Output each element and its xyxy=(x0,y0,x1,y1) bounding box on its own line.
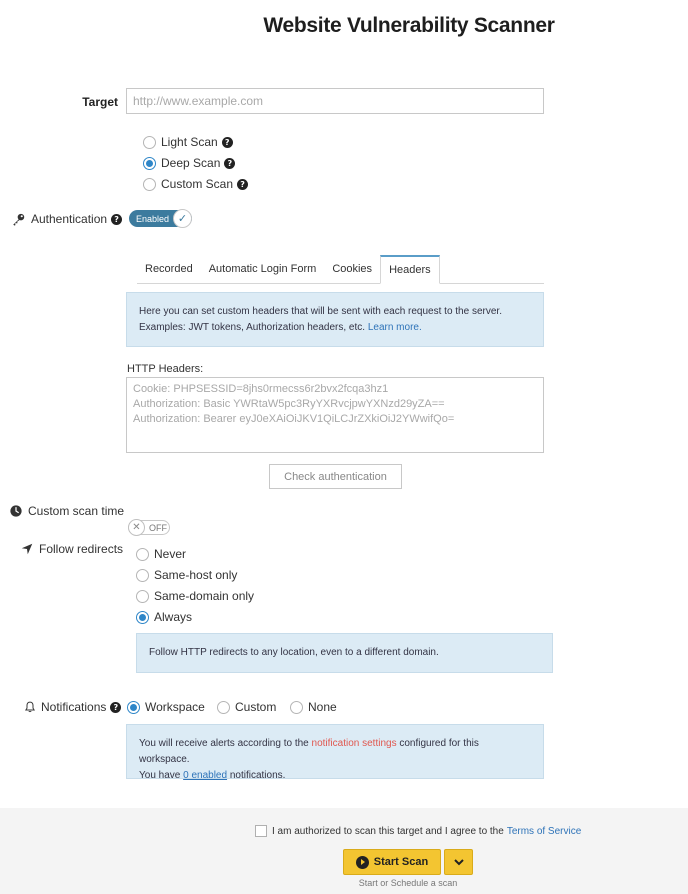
custom-scan-time-label: Custom scan time xyxy=(28,504,125,518)
terms-text: I am authorized to scan this target and I agree to the xyxy=(272,825,504,837)
scan-type-label: Deep Scan xyxy=(161,156,221,170)
tab-recorded[interactable]: Recorded xyxy=(145,263,193,275)
scan-type-deep[interactable] xyxy=(143,154,235,172)
redirect-option-label: Never xyxy=(154,547,187,561)
redirect-option-label: Same-domain only xyxy=(154,589,255,603)
location-arrow-icon xyxy=(21,543,33,555)
notification-option-custom[interactable] xyxy=(217,698,276,716)
scan-type-label: Light Scan xyxy=(161,135,218,149)
notification-option-label: None xyxy=(308,700,337,714)
tab-automatic-login-form[interactable]: Automatic Login Form xyxy=(208,263,317,275)
http-headers-textarea[interactable] xyxy=(126,377,544,453)
radio-always[interactable] xyxy=(136,611,149,624)
radio-deep-scan[interactable] xyxy=(143,157,156,170)
notification-settings-link[interactable]: notification settings xyxy=(311,738,397,749)
tab-cookies[interactable]: Cookies xyxy=(332,263,373,275)
terms-checkbox[interactable] xyxy=(255,825,267,837)
notifications-row xyxy=(24,698,121,716)
toggle-label: Enabled xyxy=(136,213,170,224)
redirect-option-same-host[interactable] xyxy=(136,566,237,584)
toggle-label: OFF xyxy=(149,522,167,533)
help-icon[interactable]: ? xyxy=(110,702,121,713)
learn-more-link[interactable]: Learn more. xyxy=(367,322,422,333)
custom-scan-time-toggle[interactable] xyxy=(128,520,170,535)
redirect-option-label: Same-host only xyxy=(154,568,238,582)
scan-type-custom[interactable] xyxy=(143,175,248,193)
notifications-info-line2: You have 0 enabled notifications. xyxy=(139,770,286,781)
redirect-option-label: Always xyxy=(154,610,193,624)
tab-headers[interactable]: Headers xyxy=(380,255,440,284)
play-icon xyxy=(356,856,369,869)
authentication-toggle[interactable] xyxy=(129,210,192,227)
scan-type-label: Custom Scan xyxy=(161,177,234,191)
notifications-info-line1: You will receive alerts according to the notification settings configured for this workspace. xyxy=(139,738,479,765)
enabled-notifications-link[interactable]: 0 enabled xyxy=(183,770,228,781)
redirect-option-same-domain[interactable] xyxy=(136,587,254,605)
headers-info-line1: Here you can set custom headers that will be sent with each request to the server. xyxy=(139,306,502,317)
notification-option-label: Custom xyxy=(235,700,277,714)
redirect-option-always[interactable] xyxy=(136,608,192,626)
radio-never[interactable] xyxy=(136,548,149,561)
follow-redirects-label: Follow redirects xyxy=(39,542,124,556)
notification-option-none[interactable] xyxy=(290,698,337,716)
check-authentication-button[interactable]: Check authentication xyxy=(269,464,402,489)
radio-same-host[interactable] xyxy=(136,569,149,582)
auth-tabs xyxy=(137,256,544,284)
chevron-down-icon xyxy=(454,859,464,866)
radio-custom[interactable] xyxy=(217,701,230,714)
start-scan-button[interactable] xyxy=(343,849,441,875)
redirect-option-never[interactable] xyxy=(136,545,186,563)
radio-custom-scan[interactable] xyxy=(143,178,156,191)
custom-scan-time-row xyxy=(10,502,124,520)
terms-row xyxy=(255,822,581,840)
help-icon[interactable]: ? xyxy=(237,179,248,190)
notifications-info-box xyxy=(126,724,544,779)
check-icon: ✓ xyxy=(173,209,192,228)
radio-workspace[interactable] xyxy=(127,701,140,714)
notifications-label: Notifications xyxy=(41,700,107,714)
terms-of-service-link[interactable]: Terms of Service xyxy=(506,825,582,837)
scan-type-light[interactable] xyxy=(143,133,233,151)
help-icon[interactable]: ? xyxy=(222,137,233,148)
headers-info-line2: Examples: JWT tokens, Authorization headers, etc. Learn more. xyxy=(139,322,422,333)
start-scan-hint: Start or Schedule a scan xyxy=(358,878,458,888)
target-label: Target xyxy=(82,95,118,109)
key-icon xyxy=(12,213,25,226)
http-headers-label: HTTP Headers: xyxy=(127,363,204,375)
bell-icon xyxy=(24,701,36,713)
notification-option-workspace[interactable] xyxy=(127,698,205,716)
radio-same-domain[interactable] xyxy=(136,590,149,603)
start-scan-label: Start Scan xyxy=(373,856,429,868)
close-icon: ✕ xyxy=(128,519,145,536)
follow-redirects-row xyxy=(21,540,123,558)
radio-light-scan[interactable] xyxy=(143,136,156,149)
authentication-row xyxy=(12,210,122,228)
headers-info-box xyxy=(126,292,544,347)
authentication-label: Authentication xyxy=(31,212,108,226)
help-icon[interactable]: ? xyxy=(111,214,122,225)
redirects-info-box: Follow HTTP redirects to any location, even to a different domain. xyxy=(136,633,553,673)
notification-option-label: Workspace xyxy=(145,700,205,714)
clock-icon xyxy=(10,505,22,517)
schedule-dropdown-button[interactable] xyxy=(444,849,473,875)
page-title: Website Vulnerability Scanner xyxy=(263,14,555,37)
target-input[interactable] xyxy=(126,88,544,114)
help-icon[interactable]: ? xyxy=(224,158,235,169)
radio-none[interactable] xyxy=(290,701,303,714)
